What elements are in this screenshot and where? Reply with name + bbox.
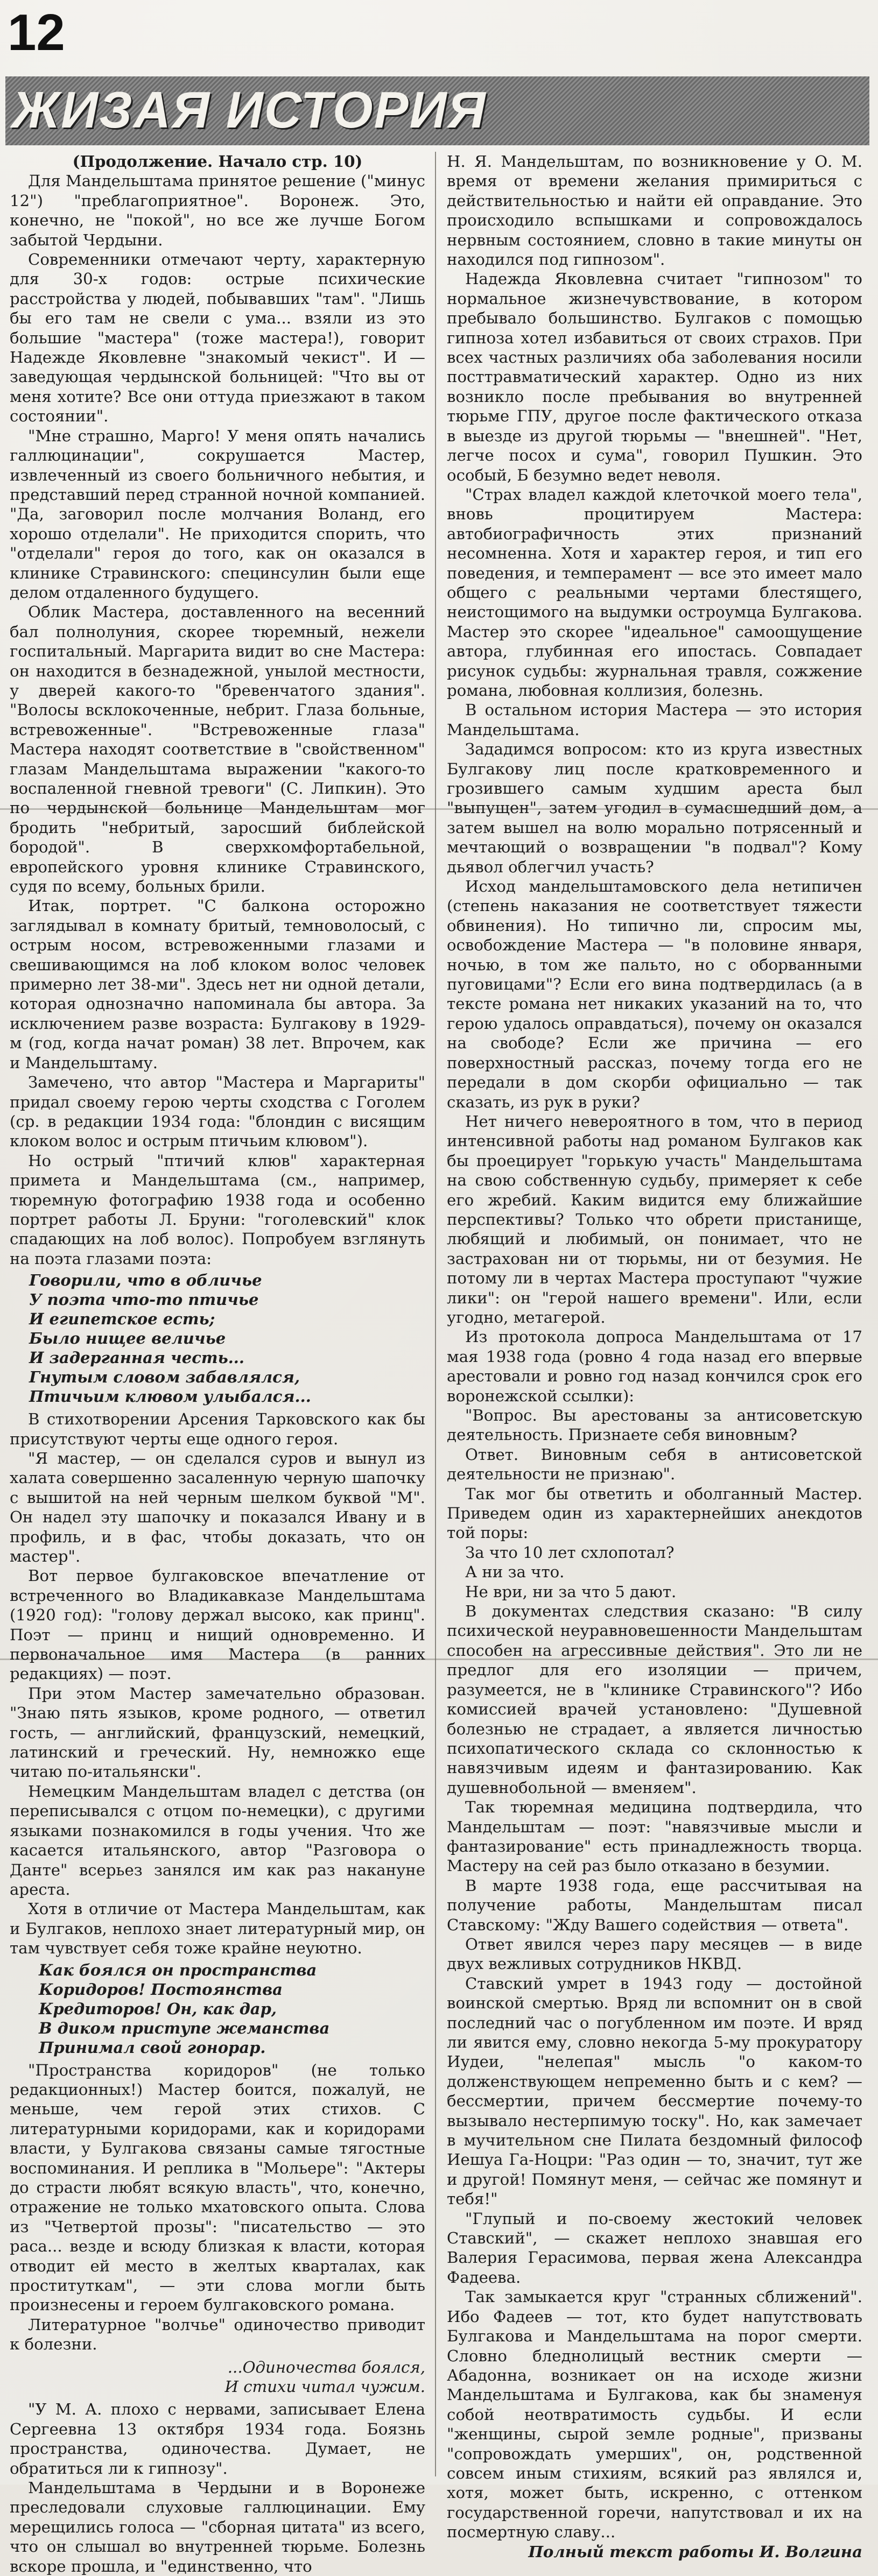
poem-line: Принимал свой гонорар. — [39, 2038, 266, 2057]
paragraph: Литературное "волчье" одиночество приводит к болезни. — [10, 2315, 425, 2354]
right-column — [447, 152, 862, 2561]
paragraph: Ответ явился через пару месяцев — в виде двух вежливых сотрудников НКВД. — [447, 1935, 862, 1973]
poem-line: Коридоров! Постоянства — [39, 1980, 283, 1999]
paragraph: Так мог бы ответить и оболганный Мастер. Приведем один из характернейших анекдотов той поры: — [447, 1484, 862, 1542]
paragraph: Для Мандельштама принятое решение ("минус 12") "преблагоприятное". Воронеж. Это, конечно, не "покой", но все же лучше Богом забытой Чердыни. — [10, 172, 425, 249]
anecdote-line: Не ври, ни за что 5 дают. — [465, 1582, 677, 1601]
paragraph: Так тюремная медицина подтвердила, что Мандельштам — поэт: "навязчивые мысли и фантазирование" есть принадлежность творца. Мастеру на сей раз было отказано в безумии. — [447, 1798, 862, 1875]
poem-line: В диком приступе жеманства — [39, 2019, 330, 2037]
paragraph: "Глупый и по-своему жестокий человек Ставский", — скажет неплохо знавшая его Валерия Герасимова, первая жена Александра Фадеева. — [447, 2209, 862, 2286]
poem-line: Было нищее величье — [29, 1329, 226, 1348]
epigraph-line: И стихи читал чужим. — [224, 2377, 425, 2396]
poem-line: И египетское есть; — [29, 1310, 215, 1329]
anecdote-line: За что 10 лет схлопотал? — [465, 1543, 675, 1562]
author-credit: Полный текст работы И. Волгина — [528, 2542, 862, 2561]
poem-line: Птичьим клювом улыбался... — [29, 1387, 311, 1406]
paragraph: Вот первое булгаковское впечатление от встреченного во Владикавказе Мандельштама (1920 год): "голову держал высоко, как принц". Поэт — принц и нищий одновременно. И первоначальное имя Мастера (в ранних редакциях) — поэт. — [10, 1566, 425, 1683]
paragraph: Но острый "птичий клюв" характерная примета и Мандельштама (см., например, тюремную фотографию 1938 года и особенно портрет работы Л. Бруни: "гоголевский" клок спадающих на лоб волос). Попробуем взглянуть на поэта глазами поэта: — [10, 1151, 425, 1268]
paragraph: Немецким Мандельштам владел с детства (он переписывался с отцом по-немецки), с другими языками познакомился в годы учения. Что же касается итальянского, автор "Разговора о Данте" всерьез занялся им как раз накануне ареста. — [10, 1782, 425, 1899]
column-divider — [435, 152, 436, 2476]
page-number: 12 — [8, 4, 65, 61]
paragraph: Надежда Яковлевна считает "гипнозом" то нормальное жизнечувствование, в котором пребывало большинство. Булгаков с помощью гипноза хотел избавиться от своих страхов. При всех частных различиях оба заболевания носили посттравматический характер. Одно из них возникло после пребывания во внутренней тюрьме ГПУ, другое после фактического отказа в выезде из другой тюрьмы — "внешней". "Нет, легче посох и сума", говорил Пушкин. Это особый, Б безумно ведет неволя. — [447, 270, 862, 484]
paragraph: "У М. А. плохо с нервами, записывает Елена Сергеевна 13 октября 1934 года. Боязнь пространства, одиночества. Думает, не обратиться ли к гипнозу". — [10, 2400, 425, 2478]
epigraph-line: ...Одиночества боялся, — [227, 2358, 425, 2376]
anecdote-line: А ни за что. — [465, 1563, 565, 1582]
paragraph: Зададимся вопросом: кто из круга известных Булгакову лиц после кратковременного и грозившего самым худшим ареста был "выпущен", затем угодил в сумасшедший дом, а затем вышел на волю морально потрясенный и мечтающий о возвращении "в подвал"? Кому дьявол облегчил участь? — [447, 740, 862, 876]
paragraph: Ответ. Виновным себя в антисоветской деятельности не признаю". — [447, 1445, 862, 1484]
paragraph: "Страх владел каждой клеточкой моего тела", вновь процитируем Мастера: автобиографичность этих признаний несомненна. Хотя и характер героя, и тип его поведения, и темперамент — все это имеет мало общего с реальными чертами блестящего, неистощимого на выдумки остроумца Булгакова. Мастер это скорее "идеальное" самоощущение автора, глубинная его ипостась. Совпадает рисунок судьбы: журнальная травля, сожжение романа, любовная коллизия, болезнь. — [447, 485, 862, 700]
continuation-note: (Продолжение. Начало стр. 10) — [72, 152, 363, 171]
left-column — [10, 152, 425, 2575]
paragraph: Современники отмечают черту, характерную для 30-х годов: острые психические расстройства у людей, побывавших "там". "Лишь бы его там не свели с ума... взяли из это большие "мастера" (тоже мастера!), говорит Надежде Яковлевне "знакомый чекист". И — заведующая чердынской больницей: "Что вы от меня хотите? Все они оттуда приезжают в таком состоянии". — [10, 250, 425, 426]
poem-line: Гнутым словом забавлялся, — [29, 1368, 300, 1387]
paragraph: "Я мастер, — он сделался суров и вынул из халата совершенно засаленную черную шапочку с вышитой на ней черным шелком буквой "М". Он надел эту шапочку и показался Ивану и в профиль, и в фас, чтобы доказать, что он мастер". — [10, 1449, 425, 1565]
poem-quote — [29, 1271, 425, 1406]
paragraph: Хотя в отличие от Мастера Мандельштам, как и Булгаков, неплохо знает литературный мир, он там чувствует себя тоже крайне неуютно. — [10, 1900, 425, 1958]
poem-line: У поэта что-то птичье — [29, 1290, 259, 1309]
paragraph: В марте 1938 года, еще рассчитывая на получение работы, Мандельштам писал Ставскому: "Жду Вашего содействия — ответа". — [447, 1876, 862, 1934]
paragraph: Исход мандельштамовского дела нетипичен (степень наказания не соответствует тяжести обвинения). Но типично ли, спросим мы, освобождение Мастера — "в половине января, ночью, в том же пальто, но с оборванными пуговицами"? Если его вина подтвердилась (а в тексте романа нет никаких указаний на то, что герою удалось оправдаться), почему он оказался на свободе? Если же причина — его поверхностный рассказ, почему тогда его не передали в дом скорби официально — так сказать, из рук в руки? — [447, 877, 862, 1111]
poem-line: Как боялся он пространства — [39, 1960, 317, 1979]
rubric-band — [5, 76, 869, 145]
paragraph: При этом Мастер замечательно образован. "Знаю пять языков, кроме родного, — ответил гость, — английский, французский, немецкий, латинский и греческий. Ну, немножко еще читаю по-итальянски". — [10, 1684, 425, 1781]
rubric-title: ЖИЗАЯ ИСТОРИЯ — [12, 81, 487, 139]
paragraph: Н. Я. Мандельштам, по возникновение у О. М. время от времени желания примириться с действительностью и найти ей оправдание. Это происходило вспышками и сопровождалось нервным состоянием, словно в такие минуты он находился под гипнозом". — [447, 152, 862, 269]
poem-line: И задерганная честь... — [29, 1349, 244, 1367]
poem-line: Кредиторов! Он, как дар, — [39, 1999, 277, 2018]
poem-quote — [39, 1960, 425, 2057]
paragraph: "Мне страшно, Марго! У меня опять начались галлюцинации", сокрушается Мастер, извлеченный из своего больничного небытия, и представший перед странной ночной компанией. "Да, заговорил после молчания Воланд, его хорошо отделали". Не приходится спорить, что "отделали" героя до того, как он оказался в клинике Стравинского: специнсулин были еще делом отдаленного будущего. — [10, 426, 425, 602]
paragraph: Замечено, что автор "Мастера и Маргариты" придал своему герою черты сходства с Гоголем (ср. в редакции 1934 года: "блондин с висящим клоком волос и острым птичьим клювом"). — [10, 1073, 425, 1151]
paragraph: Из протокола допроса Мандельштама от 17 мая 1938 года (ровно 4 года назад его впервые арестовали и ровно год назад кончился срок его воронежской ссылки): — [447, 1328, 862, 1405]
paragraph: Так замыкается круг "странных сближений". Ибо Фадеев — тот, кто будет напутствовать Булгакова и Мандельштама на порог смерти. Словно бледнолицый вестник смерти — Абадонна, возникает он на исходе жизни Мандельштама и Булгакова, как бы знаменуя собой неотвратимость судьбы. И если "женщины, сырой земле родные", призваны "сопровождать умерших", он, родственной совсем иным стихиям, всякий раз являлся и, хотя, может быть, искренно, с оттенком государственной горечи, напутствовал и их на посмертную славу... — [447, 2288, 862, 2542]
paragraph: Облик Мастера, доставленного на весенний бал полнолуния, скорее тюремный, нежели госпитальный. Маргарита видит во сне Мастера: он находится в безнадежной, унылой местности, у дверей какого-то "бревенчатого здания". "Волосы всклокоченные, небрит. Глаза больные, встревоженные". "Встревоженные глаза" Мастера находят соответствие в "свойственном" глазам Мандельштама выражении "какого-то воспаленной гневной тревоги" (С. Липкин). Это по чердынской больнице Мандельштам мог бродить "небритый, заросший библейской бородой". В сверхкомфортабельной, европейского уровня клинике Стравинского, судя по всему, больных брили. — [10, 603, 425, 896]
paragraph: "Вопрос. Вы арестованы за антисоветскую деятельность. Признаете себя виновным? — [447, 1406, 862, 1444]
paragraph: В стихотворении Арсения Тарковского как бы присутствуют черты еще одного героя. — [10, 1410, 425, 1448]
paragraph: В документах следствия сказано: "В силу психической неуравновешенности Мандельштам способен на агрессивные действия". Это ли не предлог для его изоляции — причем, разумеется, не в "клинике Стравинского"? Ибо комиссией врачей установлено: "Душевной болезнью не страдает, а является личностью психопатического склада со склонностью к навязчивым идеям и фантазированию. Как душевнобольной — вменяем". — [447, 1602, 862, 1797]
paragraph: Мандельштама в Чердыни и в Воронеже преследовали слуховые галлюцинации. Ему мерещились голоса — "сборная цитата" из всего, что он слышал во внутренней тюрьме. Болезнь вскоре прошла, и "единственно, что — [10, 2479, 425, 2575]
paragraph: В остальном история Мастера — это история Мандельштама. — [447, 701, 862, 739]
paragraph: Итак, портрет. "С балкона осторожно заглядывал в комнату бритый, темноволосый, с острым носом, встревоженными глазами и свешивающимся на лоб клоком волос человек примерно лет 38-ми". Здесь нет ни одной детали, которая однозначно напоминала бы автора. За исключением разве возраста: Булгакову в 1929-м (год, когда начат роман) 38 лет. Впрочем, как и Мандельштаму. — [10, 897, 425, 1072]
poem-line: Говорили, что в обличье — [29, 1271, 262, 1290]
paragraph: "Пространства коридоров" (не только редакционных!) Мастер боится, пожалуй, не меньше, чем герой этих стихов. С литературными коридорами, как и коридорами власти, у Булгакова связаны самые тягостные воспоминания. И реплика в "Мольере": "Актеры до страсти любят всякую власть", что, конечно, отражение не только мхатовского опыта. Слова из "Четвертой прозы": "писательство — это раса... везде и всюду близкая к власти, которая отводит ей место в желтых кварталах, как проституткам", — эти слова могли быть произнесены и героем булгаковского романа. — [10, 2060, 425, 2314]
paragraph: Ставский умрет в 1943 году — достойной воинской смертью. Вряд ли вспомнит он в свой последний час о погубленном им поэте. И вряд ли явится ему, словно некогда 5-му прокуратору Иудеи, "нелепая" мысль "о каком-то долженствующем непременно быть и с кем? — бессмертии, причем бессмертие почему-то вызывало нестерпимую тоску". Но, как замечает в мучительном сне Пилата бездомный философ Иешуа Га-Ноцри: "Раз один — то, значит, тут же и другой! Помянут меня, — сейчас же помянут и тебя!" — [447, 1974, 862, 2208]
paragraph: Нет ничего невероятного в том, что в период интенсивной работы над романом Булгаков как бы проецирует "горькую участь" Мандельштама на свою собственную судьбу, примеряет к себе его жребий. Каким видится ему ближайшие перспективы? Только что обрети пристанище, любящий и любимый, он понимает, что не застрахован ни от тюрьмы, ни от безумия. Не потому ли в чертах Мастера проступают "чужие лики": он "герой нашего времени". Или, если угодно, метагерой. — [447, 1112, 862, 1326]
epigraph — [10, 2358, 425, 2397]
